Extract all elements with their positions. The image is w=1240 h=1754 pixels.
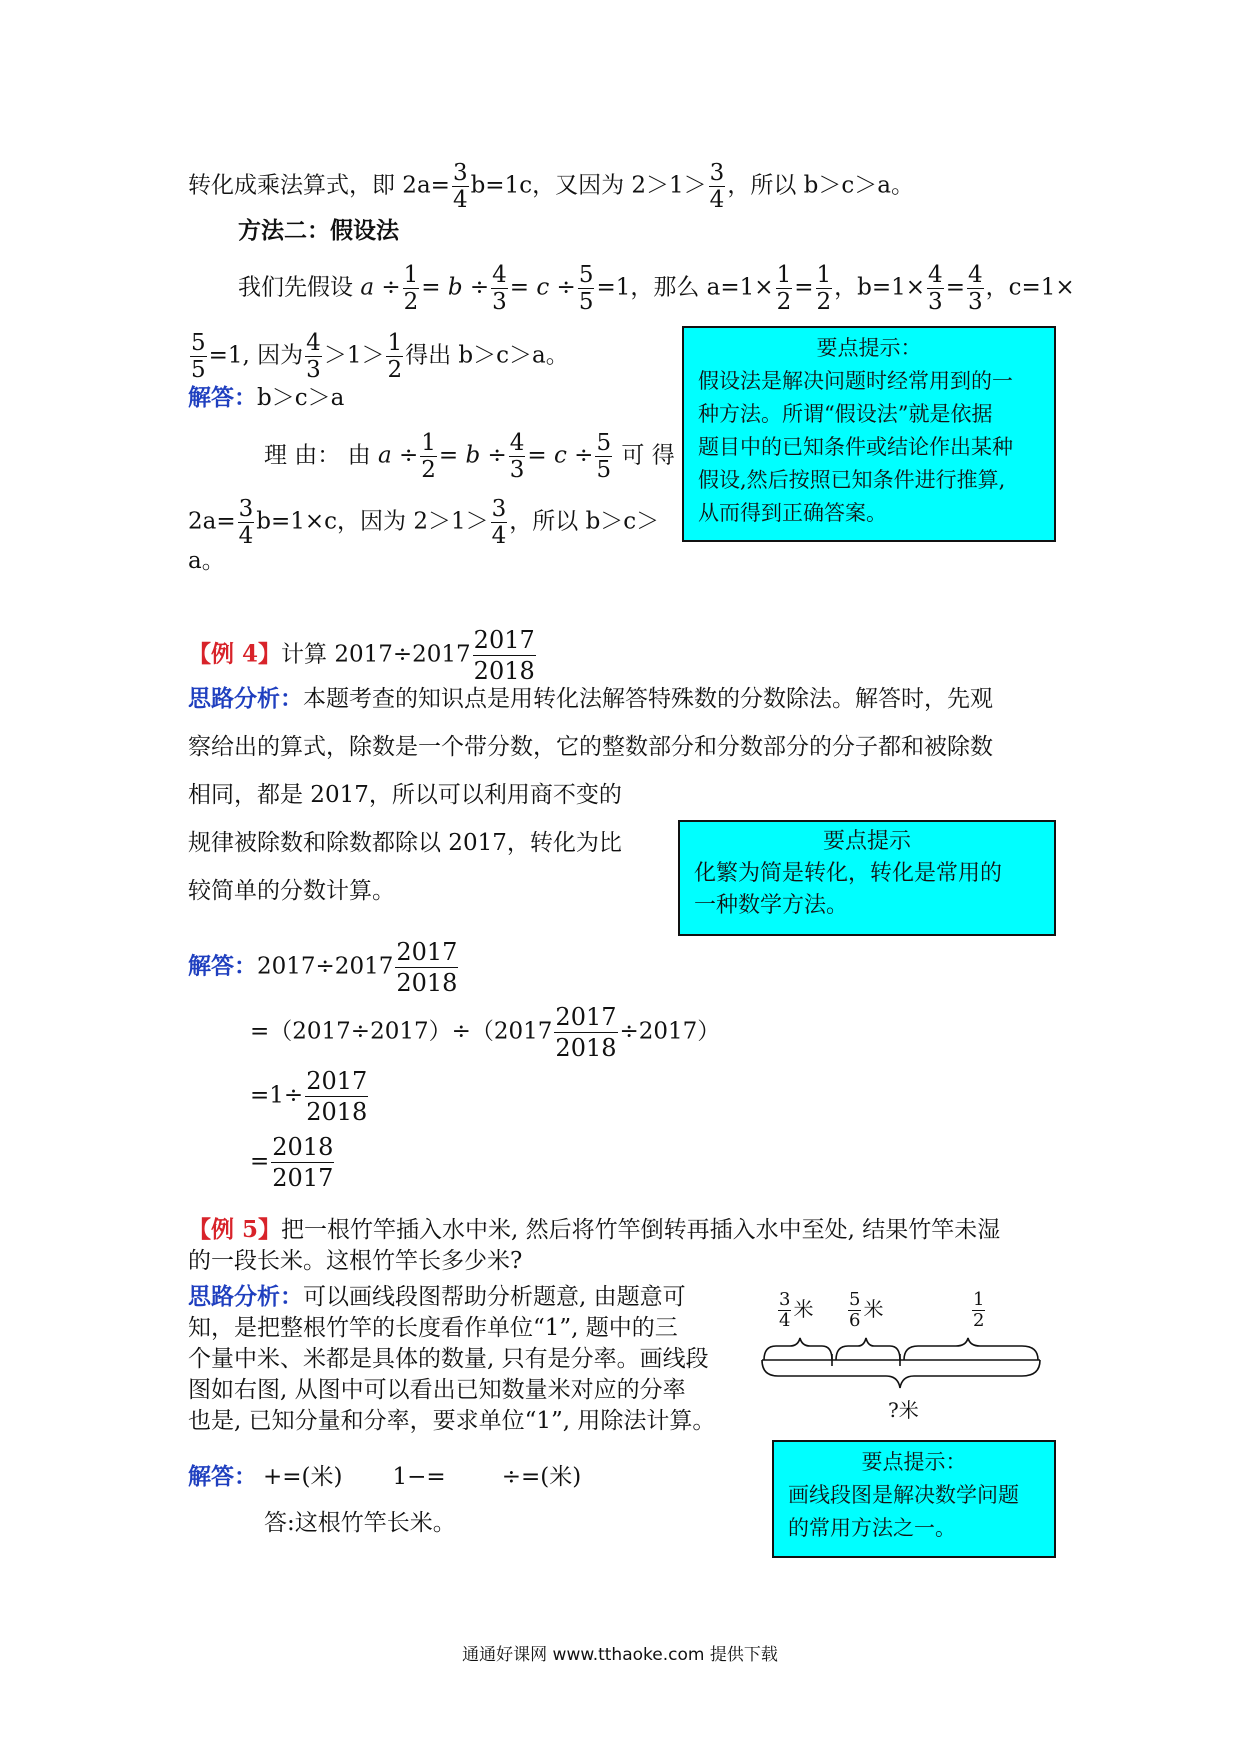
tip-box-conversion bbox=[678, 820, 1056, 936]
method2-line1: 我们先假设 a ÷ $\frac{1}{2}$ = b ÷ $\frac{4}{3}$ = c ÷ $\frac{5}{5}$ =1，那么 a=1× $\frac{1}{2}$ = $\frac{1}{2}$ ，b=1× $\frac{4}{3}$ = $\frac{4}{3}$ ，c=1× bbox=[238, 262, 1075, 315]
fraction: $\frac{3}{4}$ bbox=[709, 160, 725, 213]
analysis-label: 思路分析： bbox=[188, 685, 303, 712]
ex4-analysis-line: 规律被除数和除数都除以 2017，转化为比 bbox=[188, 830, 622, 856]
ex4-analysis-line: 较简单的分数计算。 bbox=[188, 878, 395, 904]
ex5-conclusion: 答:这根竹竿长米。 bbox=[264, 1510, 456, 1536]
tip-line: 种方法。所谓“假设法”就是依据 bbox=[698, 402, 993, 426]
segment-braces bbox=[760, 1330, 1060, 1440]
ex4-analysis-line: 察给出的算式，除数是一个带分数，它的整数部分和分数部分的分子都和被除数 bbox=[188, 734, 993, 760]
tip-line: 化繁为简是转化，转化是常用的 bbox=[694, 861, 1003, 886]
answer-label: 解答： bbox=[188, 952, 257, 980]
ex4-solution-3: = $\frac{2018}{2017}$ bbox=[250, 1133, 334, 1192]
fraction: $\frac{3}{4}$ bbox=[452, 160, 468, 213]
ex5-answer: 解答： +=(米) 1−= ÷=(米) bbox=[188, 1463, 582, 1490]
tip-line: 一种数学方法。 bbox=[694, 893, 849, 918]
text: 转化成乘法算式，即 2a= bbox=[188, 172, 450, 199]
ex5-analysis-line: 思路分析：可以画线段图帮助分析题意, 由题意可 bbox=[188, 1283, 686, 1310]
tip-title: 要点提示 bbox=[822, 829, 911, 854]
ex5-analysis-line: 个量中米、米都是具体的数量, 只有是分率。画线段 bbox=[188, 1346, 709, 1372]
line-segment-diagram bbox=[760, 1290, 1060, 1440]
method1-line bbox=[188, 160, 914, 213]
ex4-analysis-line: 相同，都是 2017，所以可以利用商不变的 bbox=[188, 782, 622, 808]
answer-text: b＞c＞a bbox=[257, 385, 345, 411]
text: b=1c，又因为 2＞1＞ bbox=[470, 172, 707, 199]
method2-title: 方法二：假设法 bbox=[238, 217, 399, 244]
tip-line: 题目中的已知条件或结论作出某种 bbox=[698, 435, 1013, 459]
ex4-analysis-line: 思路分析：本题考查的知识点是用转化法解答特殊数的分数除法。解答时，先观 bbox=[188, 685, 993, 712]
tip-line: 从而得到正确答案。 bbox=[698, 501, 887, 525]
method2-reason2: 2a= $\frac{3}{4}$ b=1×c，因为 2＞1＞ $\frac{3}{4}$ ，所以 b＞c＞ bbox=[188, 496, 660, 549]
footer: 通通好课网 www.tthaoke.com 提供下载 bbox=[462, 1645, 778, 1665]
tip-title: 要点提示： bbox=[861, 1450, 967, 1474]
method2-line2: $\frac{5}{5}$ =1, 因为 $\frac{4}{3}$ ＞1＞ $\frac{1}{2}$ 得出 b＞c＞a。 bbox=[191, 330, 569, 383]
segment-label-1: $\frac{3}{4}$ 米 bbox=[779, 1289, 814, 1331]
analysis-label: 思路分析： bbox=[188, 1283, 303, 1310]
tip-line: 假设法是解决问题时经常用到的一 bbox=[698, 369, 1013, 393]
ex4-solution-2: =1÷ $\frac{2017}{2018}$ bbox=[250, 1067, 368, 1126]
segment-label-2: $\frac{5}{6}$ 米 bbox=[849, 1289, 884, 1331]
ex5-analysis-line: 知，是把整根竹竿的长度看作单位“1”, 题中的三 bbox=[188, 1315, 678, 1341]
tip-line: 假设,然后按照已知条件进行推算, bbox=[698, 468, 1006, 492]
ex4-solution-0: 解答：2017÷2017 $\frac{2017}{2018}$ bbox=[188, 938, 458, 997]
example-tag: 【例 5】 bbox=[188, 1216, 282, 1243]
answer-label: 解答： bbox=[188, 1463, 257, 1490]
text: ，所以 b＞c＞a。 bbox=[727, 172, 914, 199]
ex5-analysis-line: 也是, 已知分量和分率，要求单位“1”, 用除法计算。 bbox=[188, 1408, 716, 1434]
tip-title: 要点提示： bbox=[816, 336, 922, 360]
ex5-question-line1: 【例 5】把一根竹竿插入水中米, 然后将竹竿倒转再插入水中至处, 结果竹竿未湿 bbox=[188, 1216, 1001, 1243]
method2-reason: 理 由： 由 a ÷ $\frac{1}{2}$ = b ÷ $\frac{4}{3}$ = c ÷ $\frac{5}{5}$ 可 得 bbox=[264, 430, 675, 483]
answer-label: 解答： bbox=[188, 384, 257, 411]
tip-line: 的常用方法之一。 bbox=[788, 1516, 956, 1540]
example-tag: 【例 4】 bbox=[188, 640, 282, 668]
segment-label-3: $\frac{1}{2}$ bbox=[973, 1289, 985, 1331]
tip-line: 画线段图是解决数学问题 bbox=[788, 1483, 1019, 1507]
method2-reason3: a。 bbox=[188, 548, 225, 574]
ex5-analysis-line: 图如右图, 从图中可以看出已知数量米对应的分率 bbox=[188, 1377, 686, 1403]
ex5-question-line2: 的一段长米。这根竹竿长多少米? bbox=[188, 1248, 523, 1274]
tip-box-hypothesis bbox=[682, 326, 1056, 542]
method2-answer bbox=[188, 383, 344, 413]
ex4-question: 【例 4】计算 2017÷2017 $\frac{2017}{2018}$ bbox=[188, 626, 535, 685]
tip-box-diagram bbox=[772, 1440, 1056, 1558]
ex4-solution-1: =（2017÷2017）÷（2017 $\frac{2017}{2018}$ ÷2017） bbox=[250, 1003, 721, 1062]
total-label: ?米 bbox=[888, 1398, 919, 1422]
